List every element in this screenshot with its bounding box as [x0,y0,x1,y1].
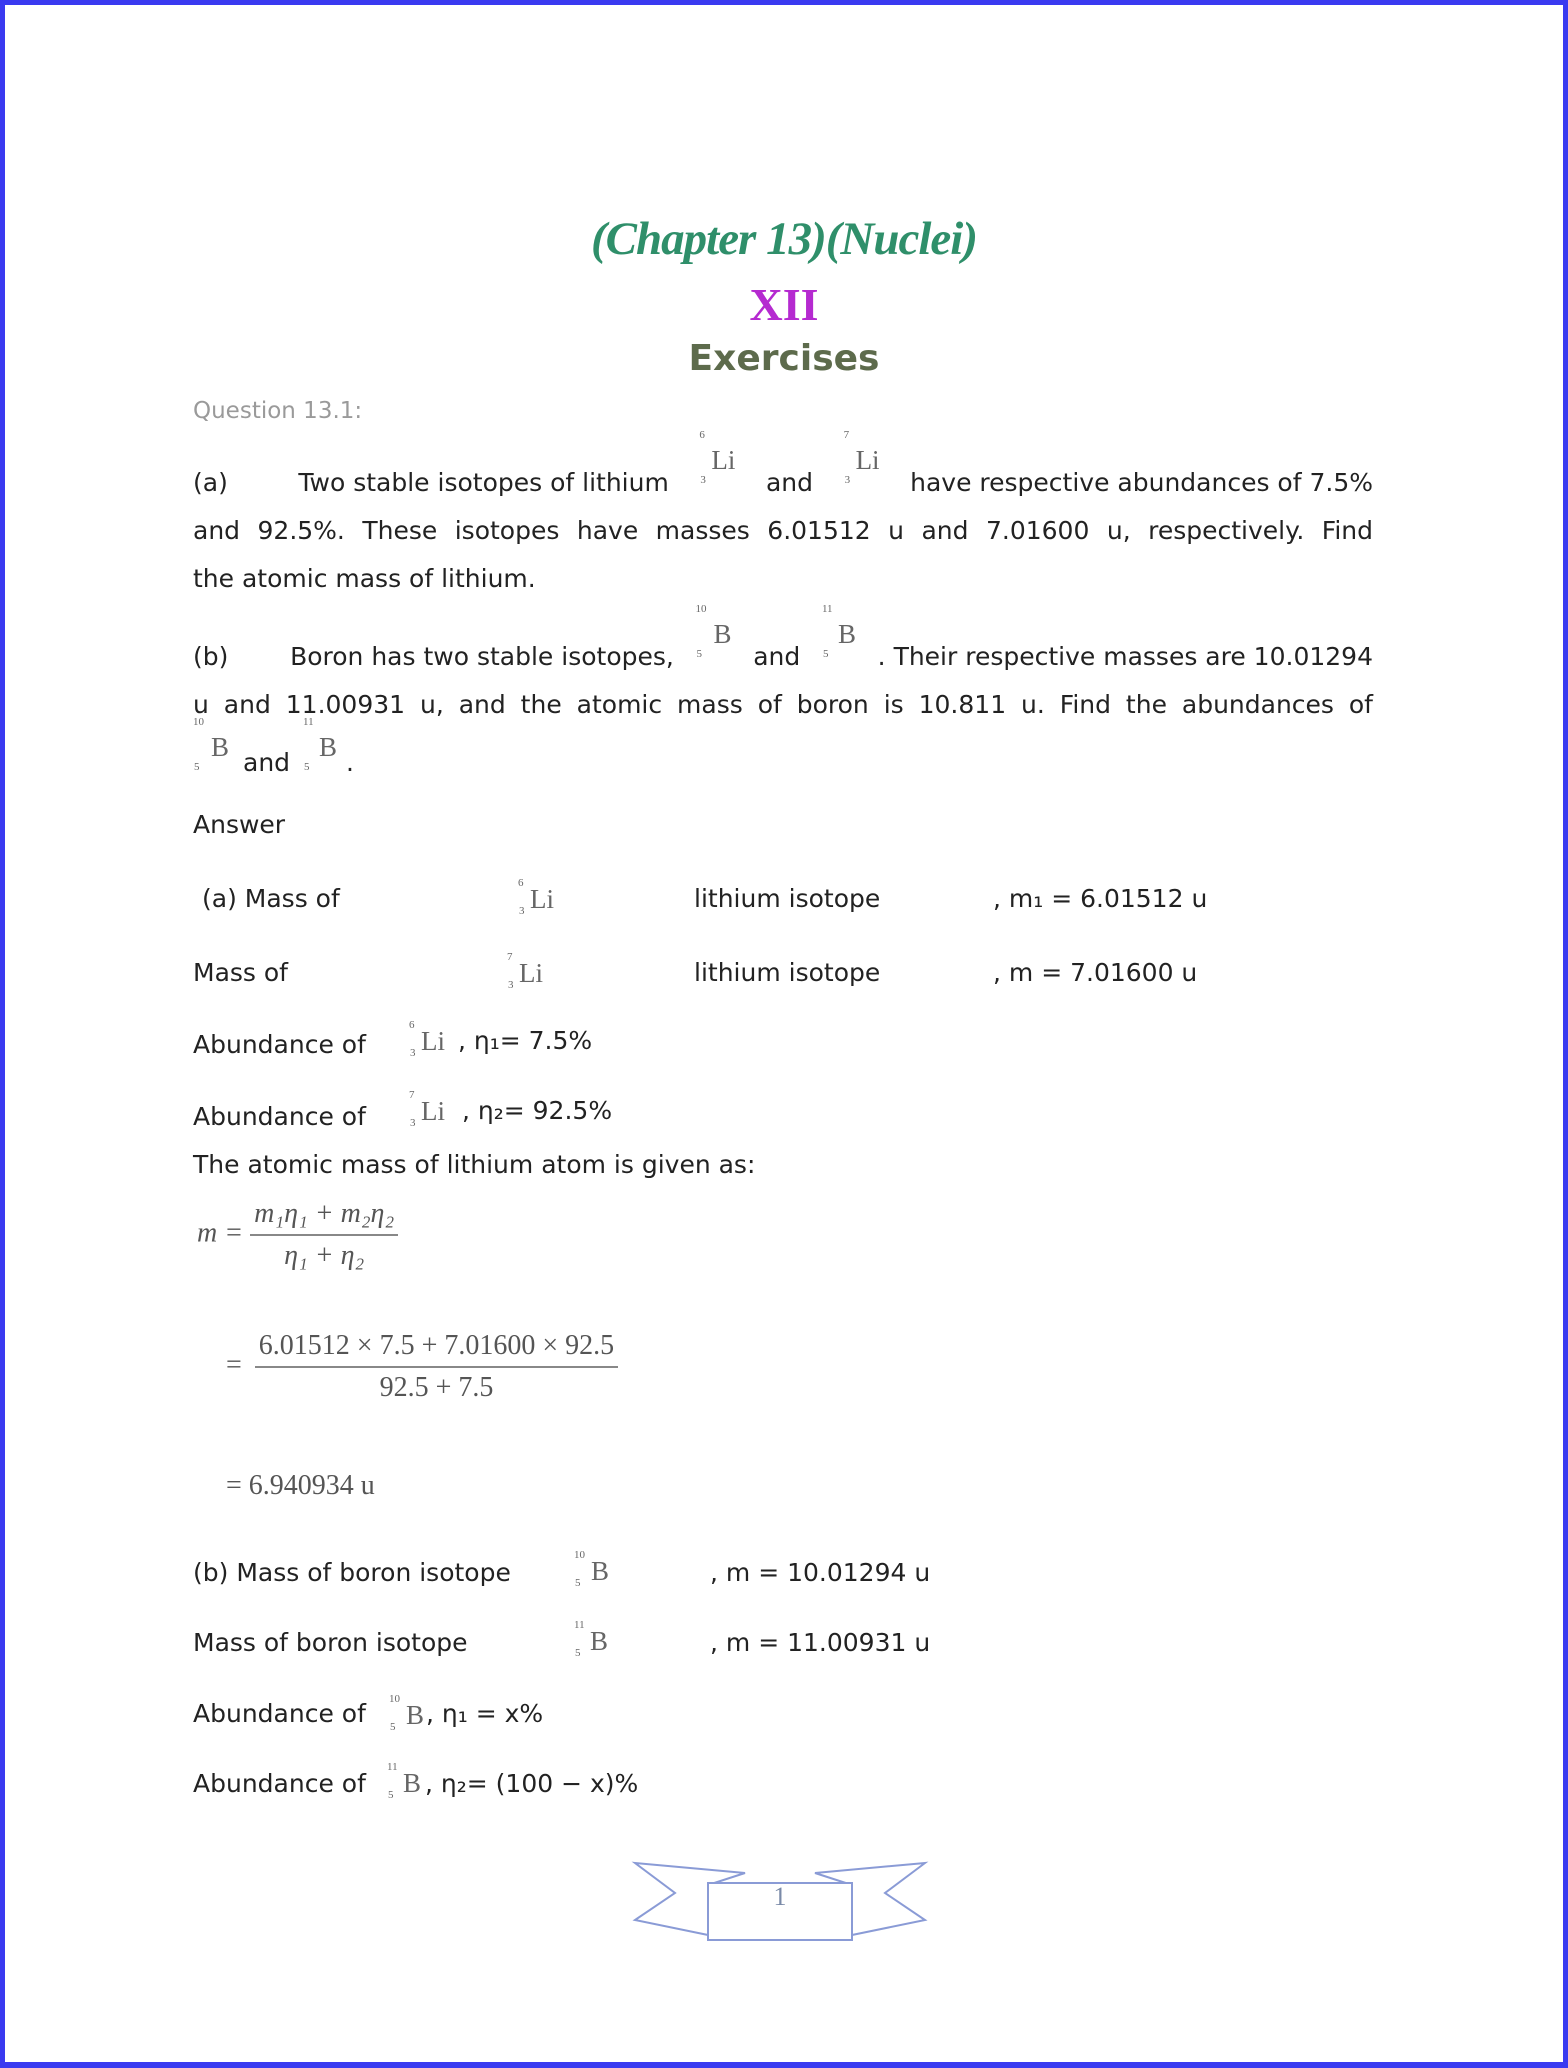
nuclide-b10: 10 5 B [695,603,732,660]
part-a-line1-pre: Two stable isotopes of lithium [298,468,669,497]
part-b-line3-end: . [346,748,354,777]
answer-b-abundance1-value: , η₁ = x% [426,1699,544,1728]
answer-b-row2-label: Mass of boron isotope [193,1628,468,1657]
nuclide-b11: 11 5 B [821,603,856,660]
part-b-tag: (b) [193,642,229,671]
part-b-line1-post: . Their respective masses are 10.01294 [877,642,1373,671]
answer-a-abundance2-value: , η₂= 92.5% [462,1096,613,1125]
answer-a-row1-label: (a) Mass of [202,884,340,913]
nuclide-b11: 11 5 B [574,1619,609,1659]
section-heading: Exercises [688,338,880,379]
formula-substitution [226,1330,618,1404]
nuclide-li7: 7 3 Li [409,1089,445,1129]
formula-lhs: m = [197,1217,244,1249]
answer-a-row2-desc: lithium isotope [694,958,881,987]
answer-b-abundance2-label: Abundance of [193,1769,366,1798]
answer-label: Answer [193,810,286,839]
answer-b-row1-value: , m = 10.01294 u [710,1558,931,1587]
part-a-tag: (a) [193,468,228,497]
answer-a-abundance2-label: Abundance of [193,1102,366,1131]
part-b-line3-and: and [243,748,291,777]
nuclide-li6: 6 3 Li [518,877,554,917]
formula-intro: The atomic mass of lithium atom is given as: [193,1150,756,1179]
chapter-title: (Chapter 13)(Nuclei) [591,213,977,265]
page-number: 1 [773,1882,787,1911]
formula-general [197,1198,398,1272]
nuclide-li7: 7 3 Li [843,429,880,486]
part-b-line1-pre: Boron has two stable isotopes, [290,642,674,671]
part-b-line2: u and 11.00931 u, and the atomic mass of boron is 10.811 u. Find the abundances of [193,690,1373,719]
answer-a-row2-label: Mass of [193,958,288,987]
nuclide-li6: 6 3 Li [699,429,736,486]
answer-a-row1-value: , m₁ = 6.01512 u [993,884,1208,913]
answer-a-abundance1-label: Abundance of [193,1030,366,1059]
question-part-b [193,603,1373,777]
answer-a-row2-value: , m = 7.01600 u [993,958,1198,987]
part-b-and: and [753,642,801,671]
substitution-denominator: 92.5 + 7.5 [379,1372,494,1403]
answer-b-abundance2-value: , η₂= (100 − x)% [425,1769,639,1798]
answer-b-abundance1-label: Abundance of [193,1699,366,1728]
answer-a-row1-desc: lithium isotope [694,884,881,913]
nuclide-li7: 7 3 Li [507,951,543,991]
answer-a-abundance1-value: , η₁= 7.5% [458,1026,593,1055]
nuclide-b10: 10 5 B [574,1549,610,1589]
substitution-equals: = [226,1349,242,1381]
nuclide-b10: 10 5 B [193,716,230,773]
answer-b-row1-label: (b) Mass of boron isotope [193,1558,511,1587]
formula-numerator: m₁η₁ + m₂η₂ [250,1198,398,1236]
nuclide-b10: 10 5 B [389,1693,425,1733]
question-label: Question 13.1: [193,398,363,424]
nuclide-li6: 6 3 Li [409,1019,445,1059]
nuclide-b11: 11 5 B [387,1761,422,1801]
part-a-line2: and 92.5%. These isotopes have masses 6.01512 u and 7.01600 u, respectively. Find [193,516,1373,545]
substitution-numerator: 6.01512 × 7.5 + 7.01600 × 92.5 [255,1330,618,1368]
nuclide-b11: 11 5 B [303,716,338,773]
formula-denominator: η₁ + η₂ [284,1240,365,1271]
grade-label: XII [749,279,819,330]
answer-b-row2-value: , m = 11.00931 u [710,1628,931,1657]
question-part-a [193,429,1373,603]
part-a-line1-post: have respective abundances of 7.5% [910,468,1373,497]
part-a-line3: the atomic mass of lithium. [193,564,536,593]
part-a-and: and [765,468,813,497]
formula-result: = 6.940934 u [226,1470,375,1501]
